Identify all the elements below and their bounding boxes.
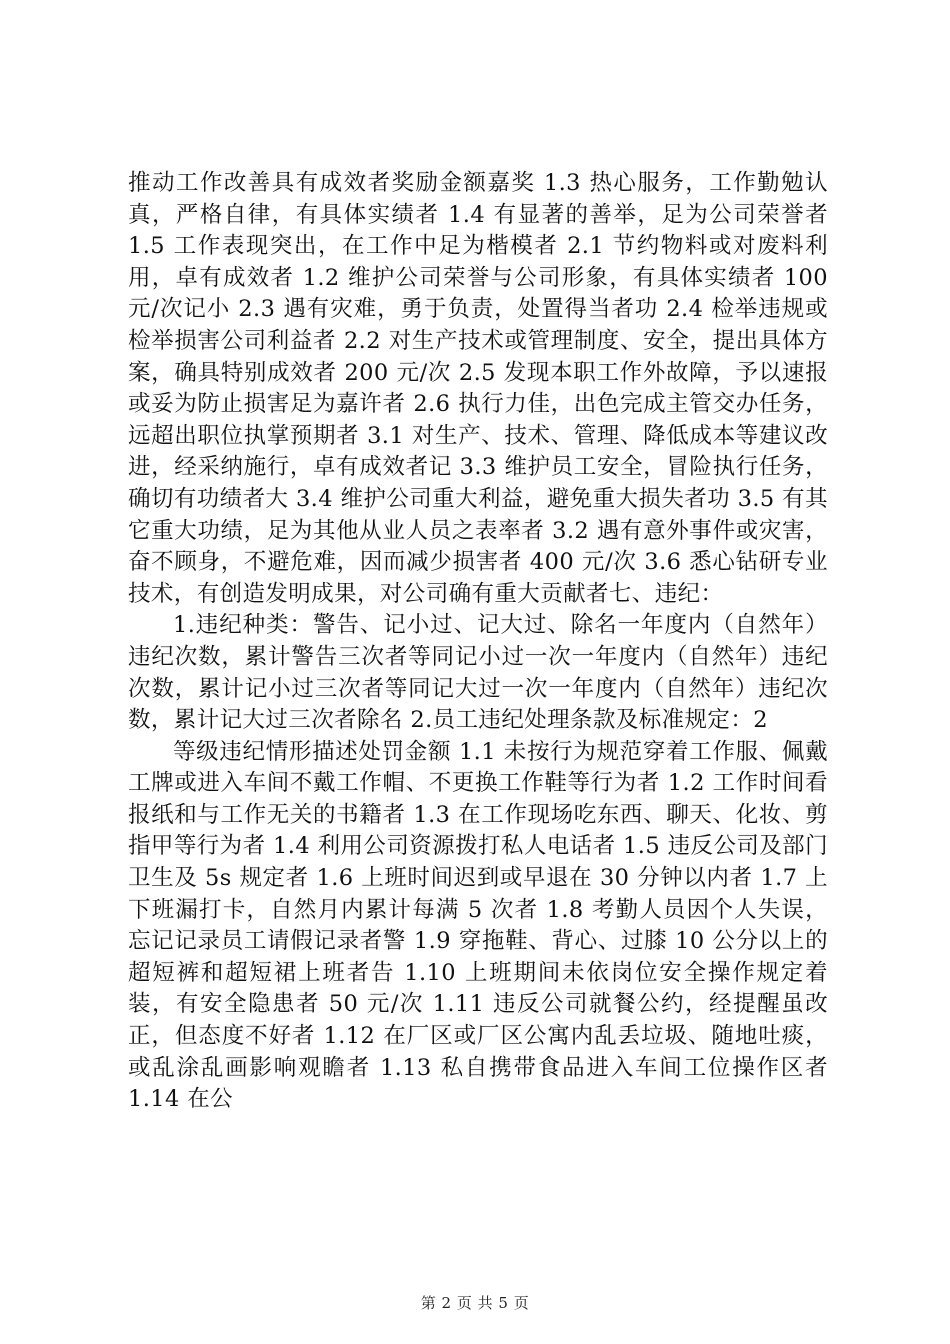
paragraph-violation-penalties: 等级违纪情形描述处罚金额 1.1 未按行为规范穿着工作服、佩戴工牌或进入车间不戴工作帽、不更换工作鞋等行为者 1.2 工作时间看报纸和与工作无关的书籍者 1.3 在工作现场吃东西、聊天、化妆、剪指甲等行为者 1.4 利用公司资源拨打私人电话者 1.5 违反公司及部门卫生及 5s 规定者 1.6 上班时间迟到或早退在 30 分钟以内者 1.7 上下班漏打卡，自然月内累计每满 5 次者 1.8 考勤人员因个人失误，忘记记录员工请假记录者警 1.9 穿拖鞋、背心、过膝 10 公分以上的超短裤和超短裙上班者告 1.10 上班期间未依岗位安全操作规定着装，有安全隐患者 50 元/次 1.11 违反公司就餐公约，经提醒虽改正，但态度不好者 1.12 在厂区或厂区公寓内乱丢垃圾、随地吐痰，或乱涂乱画影响观瞻者 1.13 私自携带食品进入车间工位操作区者 1.14 在公 xyxy=(128,738,828,1113)
document-body xyxy=(128,168,828,1116)
paragraph-violation-types: 1.违纪种类：警告、记小过、记大过、除名一年度内（自然年）违纪次数，累计警告三次者等同记小过一次一年度内（自然年）违纪次数，累计记小过三次者等同记大过一次一年度内（自然年）违纪次数，累计记大过三次者除名 2.员工违纪处理条款及标准规定：2 xyxy=(128,612,828,734)
paragraph-rewards-list: 推动工作改善具有成效者奖励金额嘉奖 1.3 热心服务，工作勤勉认真，严格自律，有具体实绩者 1.4 有显著的善举，足为公司荣誉者 1.5 工作表现突出，在工作中足为楷模者 2.1 节约物料或对废料利用，卓有成效者 1.2 维护公司荣誉与公司形象，有具体实绩者 100 元/次记小 2.3 遇有灾难，勇于负责，处置得当者功 2.4 检举违规或检举损害公司利益者 2.2 对生产技术或管理制度、安全，提出具体方案，确具特别成效者 200 元/次 2.5 发现本职工作外故障，予以速报或妥为防止损害足为嘉许者 2.6 执行力佳，出色完成主管交办任务，远超出职位执掌预期者 3.1 对生产、技术、管理、降低成本等建议改进，经采纳施行，卓有成效者记 3.3 维护员工安全，冒险执行任务，确切有功绩者大 3.4 维护公司重大利益，避免重大损失者功 3.5 有其它重大功绩，足为其他从业人员之表率者 3.2 遇有意外事件或灾害，奋不顾身，不避危难，因而减少损害者 400 元/次 3.6 悉心钻研专业技术，有创造发明成果，对公司确有重大贡献者七、违纪： xyxy=(128,170,828,607)
page-number-footer: 第 2 页 共 5 页 xyxy=(420,1294,530,1312)
